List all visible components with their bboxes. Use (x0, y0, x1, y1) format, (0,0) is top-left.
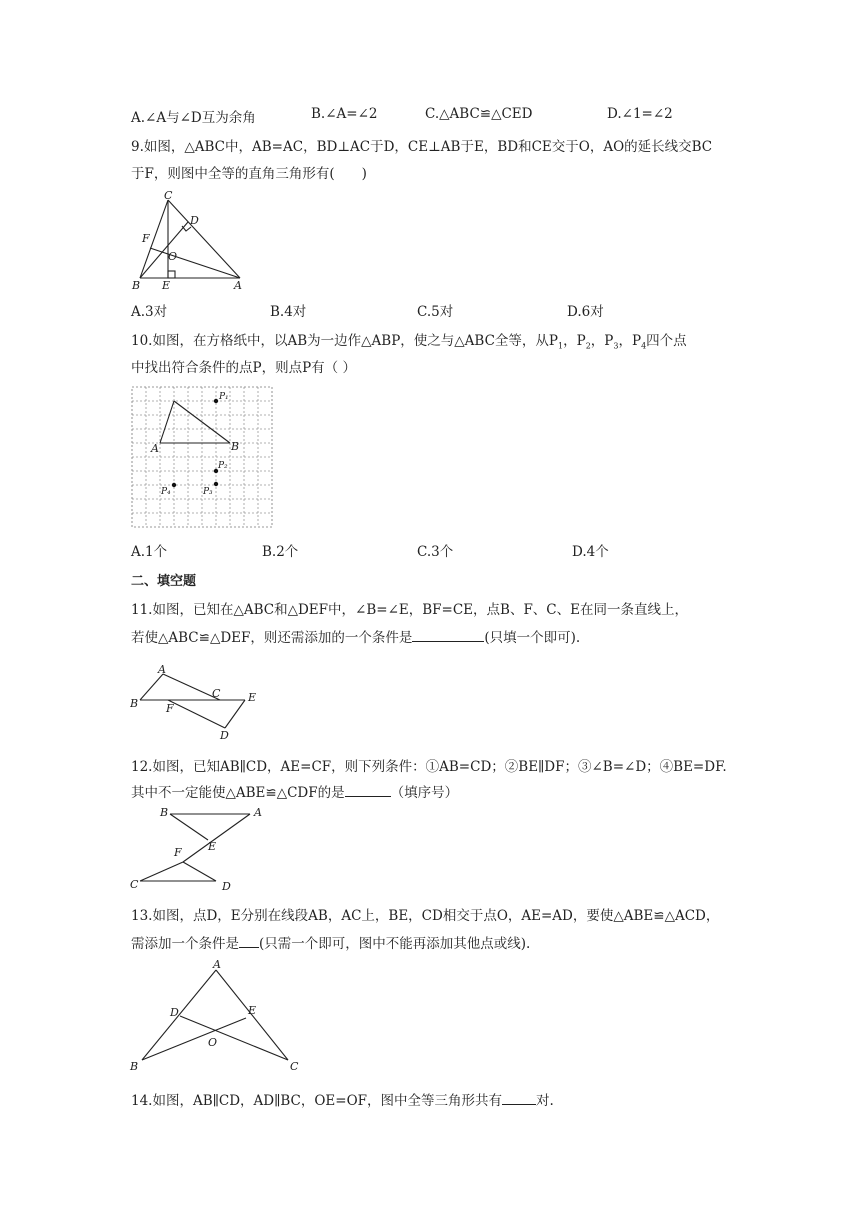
q10-point-p1 (214, 399, 218, 403)
q9-option-b: B.4对 (270, 304, 307, 320)
q13-segment-ab (142, 970, 216, 1060)
q12-label-a: A (254, 806, 262, 819)
q11-answer-blank[interactable] (412, 628, 484, 642)
q11-label-e: E (248, 691, 257, 704)
q12-segment-fd (183, 862, 216, 881)
q9-label-b: B (132, 279, 141, 292)
q11-text-line1: 11.如图，已知在△ABC和△DEF中，∠B=∠E，BF=CE，点B、F、C、E在同一条直线上， (131, 602, 688, 618)
q9-right-angle-e (168, 271, 175, 278)
q9-text-line2: 于F，则图中全等的直角三角形有( ) (131, 166, 367, 182)
q11-figure (130, 664, 265, 740)
q10-grid-figure (131, 386, 273, 528)
q9-segment-bd (140, 222, 188, 278)
q9-option-d: D.6对 (567, 304, 604, 320)
q9-option-a: A.3对 (131, 304, 168, 320)
q10-label-p2: P₂ (218, 461, 228, 471)
q9-figure (130, 190, 255, 292)
q13-answer-blank[interactable] (239, 934, 259, 948)
q9-label-f: F (142, 232, 150, 245)
q11-label-d: D (220, 729, 229, 740)
q12-text-line2: 其中不一定能使△ABE≌△CDF的是 （填序号） (131, 785, 459, 801)
q9-label-e: E (162, 279, 171, 292)
q9-label-o: O (168, 250, 178, 263)
q9-option-c: C.5对 (417, 304, 454, 320)
q8-option-b: B.∠A=∠2 (311, 106, 378, 122)
q11-label-c: C (212, 687, 221, 700)
q10-options (131, 540, 731, 560)
q13-label-e: E (248, 1004, 257, 1017)
q11-label-a: A (158, 664, 166, 676)
q11-label-f: F (166, 702, 174, 715)
q10-label-p1: P₁ (219, 392, 229, 402)
q10-text-line2: 中找出符合条件的点P，则点P有（ ） (131, 360, 356, 376)
q8-option-c: C.△ABC≌△CED (425, 106, 533, 122)
q12-label-d: D (222, 880, 231, 893)
q8-option-d: D.∠1=∠2 (607, 106, 673, 122)
q13-figure (128, 956, 308, 1072)
q9-label-a: A (234, 279, 242, 292)
q10-point-p4 (172, 483, 176, 487)
q11-label-b: B (130, 697, 139, 710)
q12-text-line1: 12.如图，已知AB∥CD，AE=CF，则下列条件：①AB=CD；②BE∥DF；③∠B=∠D；④BE=DF. (131, 759, 727, 775)
q13-label-o: O (208, 1036, 218, 1049)
q10-label-a: A (151, 442, 159, 455)
q8-option-a: A.∠A与∠D互为余角 (131, 110, 256, 126)
q11-segment-de (225, 700, 245, 728)
section-heading-fill-in: 二、填空题 (131, 574, 197, 589)
q12-label-e: E (208, 840, 217, 853)
q11-segment-fd (168, 700, 225, 728)
q12-figure (128, 804, 268, 894)
q13-label-d: D (170, 1006, 179, 1019)
q13-segment-be (142, 1018, 246, 1060)
q11-segment-ba (140, 674, 163, 700)
q12-label-f: F (174, 846, 182, 859)
q10-point-p3 (214, 482, 218, 486)
q14-answer-blank[interactable] (502, 1091, 536, 1105)
q10-text-line1: 10.如图，在方格纸中，以AB为一边作△ABP，使之与△ABC全等，从$P_1$，$P_2$，$P_3$，$P_4$四个点 (131, 333, 687, 351)
q10-option-b: B.2个 (262, 544, 299, 560)
q13-label-a: A (213, 958, 221, 971)
q12-label-b: B (160, 806, 169, 819)
q12-label-c: C (130, 878, 139, 891)
q14-text: 14.如图，AB∥CD，AD∥BC，OE=OF，图中全等三角形共有 对. (131, 1093, 554, 1109)
q11-text-line2: 若使△ABC≌△DEF，则还需添加的一个条件是 (只填一个即可). (131, 630, 581, 646)
q10-option-c: C.3个 (417, 544, 454, 560)
q13-label-c: C (290, 1060, 299, 1072)
q13-label-b: B (130, 1060, 139, 1072)
q10-segment-ac (160, 401, 174, 443)
q10-option-d: D.4个 (572, 544, 609, 560)
q10-label-b: B (231, 440, 240, 453)
q12-segment-ac (183, 814, 250, 862)
q12-segment-fc (140, 862, 183, 881)
q9-label-d: D (190, 214, 199, 227)
q12-segment-be (170, 814, 208, 840)
q12-answer-blank[interactable] (345, 783, 391, 797)
q9-text-line1: 9.如图，△ABC中，AB=AC，BD⊥AC于D，CE⊥AB于E，BD和CE交于O，AO的延长线交BC (131, 139, 713, 155)
q9-options (131, 300, 731, 320)
q8-options (131, 106, 731, 126)
q13-text-line2: 需添加一个条件是 (只需一个即可，图中不能再添加其他点或线). (131, 936, 531, 952)
q9-label-c: C (164, 190, 173, 202)
q10-label-p4: P₄ (161, 487, 171, 497)
q13-text-line1: 13.如图，点D，E分别在线段AB，AC上，BE，CD相交于点O，AE=AD，要使△ABE≌△ACD， (131, 908, 720, 924)
q10-grid-lines (132, 387, 272, 527)
q10-option-a: A.1个 (131, 544, 168, 560)
q10-label-p3: P₃ (203, 487, 213, 497)
